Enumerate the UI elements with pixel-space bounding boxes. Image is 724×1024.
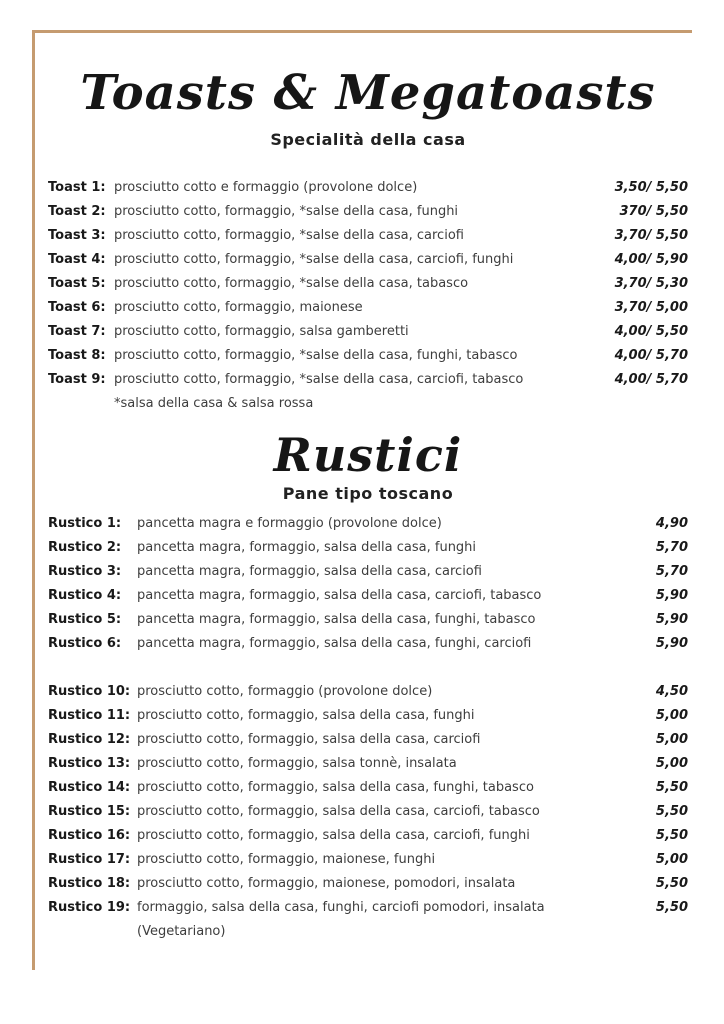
- item-description: prosciutto cotto, formaggio, salsa tonnè, insalata: [137, 756, 457, 771]
- item-price: 4,00/ 5,50: [614, 324, 688, 339]
- item-price: 5,90: [655, 588, 688, 603]
- menu-item-rustico-4: [48, 584, 688, 608]
- item-label: Toast 2:: [48, 204, 106, 219]
- menu-item-toast-1: [48, 176, 688, 200]
- item-label: Rustico 10:: [48, 684, 131, 699]
- item-price: 5,00: [655, 708, 688, 723]
- item-description: pancetta magra e formaggio (provolone dolce): [137, 516, 442, 531]
- item-label: Rustico 2:: [48, 540, 122, 555]
- item-description: prosciutto cotto, formaggio, salsa della casa, carciofi, funghi: [137, 828, 530, 843]
- item-description: pancetta magra, formaggio, salsa della casa, funghi, tabasco: [137, 612, 536, 627]
- item-price: 3,70/ 5,30: [614, 276, 688, 291]
- menu-item-rustico-13: [48, 752, 688, 776]
- menu-item-rustico-3: [48, 560, 688, 584]
- item-description: pancetta magra, formaggio, salsa della casa, carciofi: [137, 564, 482, 579]
- item-description: prosciutto cotto, formaggio, *salse della casa, tabasco: [114, 276, 469, 291]
- item-label: Rustico 12:: [48, 732, 131, 747]
- item-description: prosciutto cotto, formaggio, *salse della casa, carciofi: [114, 228, 464, 243]
- menu-item-toast-9: [48, 368, 688, 392]
- menu-item-toast-5: [48, 272, 688, 296]
- item-description: prosciutto cotto, formaggio, maionese: [114, 300, 363, 315]
- item-label: Toast 3:: [48, 228, 106, 243]
- item-description: prosciutto cotto, formaggio, salsa della casa, funghi, tabasco: [137, 780, 534, 795]
- item-label: Rustico 18:: [48, 876, 131, 891]
- item-price: 5,50: [655, 804, 688, 819]
- rustici-section-subtitle: Pane tipo toscano: [282, 484, 454, 503]
- menu-item-toast-6: [48, 296, 688, 320]
- item-description: prosciutto cotto, formaggio, salsa gamberetti: [114, 324, 409, 339]
- item-description: prosciutto cotto, formaggio (provolone dolce): [137, 684, 433, 699]
- item-price: 4,00/ 5,70: [614, 372, 688, 387]
- item-label: Rustico 19:: [48, 900, 131, 915]
- item-price: 5,00: [655, 732, 688, 747]
- item-label: Rustico 1:: [48, 516, 122, 531]
- item-label: Rustico 4:: [48, 588, 122, 603]
- item-label: Toast 1:: [48, 180, 106, 195]
- item-price: 4,00/ 5,90: [614, 252, 688, 267]
- item-description: prosciutto cotto, formaggio, salsa della casa, funghi: [137, 708, 475, 723]
- rustici-list-group1: [48, 512, 688, 656]
- item-label: Rustico 15:: [48, 804, 131, 819]
- menu-item-rustico-15: [48, 800, 688, 824]
- item-price: 5,00: [655, 756, 688, 771]
- item-description: prosciutto cotto, formaggio, maionese, pomodori, insalata: [137, 876, 516, 891]
- menu-page: [48, 56, 688, 944]
- menu-item-toast-7: [48, 320, 688, 344]
- menu-item-rustico-17: [48, 848, 688, 872]
- menu-item-rustico-19: [48, 896, 688, 920]
- item-label: Rustico 16:: [48, 828, 131, 843]
- menu-item-rustico-12: [48, 728, 688, 752]
- item-price: 5,50: [655, 900, 688, 915]
- rustici-list-group2: [48, 680, 688, 944]
- item-label: Rustico 14:: [48, 780, 131, 795]
- item-description: prosciutto cotto, formaggio, salsa della casa, carciofi: [137, 732, 481, 747]
- item-price: 4,90: [655, 516, 688, 531]
- item-price: 370/ 5,50: [619, 204, 688, 219]
- item-label: Toast 5:: [48, 276, 106, 291]
- item-label: Toast 9:: [48, 372, 106, 387]
- item-label: Toast 4:: [48, 252, 106, 267]
- item-price: 5,50: [655, 876, 688, 891]
- menu-item-rustico-5: [48, 608, 688, 632]
- menu-item-toast-8: [48, 344, 688, 368]
- menu-item-rustico-18: [48, 872, 688, 896]
- menu-item-rustico-16: [48, 824, 688, 848]
- menu-item-rustico-1: [48, 512, 688, 536]
- menu-item-toast-3: [48, 224, 688, 248]
- item-description: pancetta magra, formaggio, salsa della casa, funghi: [137, 540, 477, 555]
- group-gap: [48, 656, 688, 680]
- item-description: prosciutto cotto, formaggio, *salse della casa, carciofi, funghi: [114, 252, 514, 267]
- item-label: Toast 8:: [48, 348, 106, 363]
- toasts-section-title: Toasts & Megatoasts: [80, 65, 656, 121]
- item-label: Rustico 5:: [48, 612, 122, 627]
- item-price: 3,50/ 5,50: [614, 180, 688, 195]
- rustici-section-title: Rustici: [273, 428, 463, 482]
- vegetarian-note: (Vegetariano): [137, 924, 226, 939]
- menu-item-rustico-2: [48, 536, 688, 560]
- item-price: 3,70/ 5,00: [614, 300, 688, 315]
- item-description: prosciutto cotto, formaggio, *salse della casa, carciofi, tabasco: [114, 372, 524, 387]
- item-price: 5,90: [655, 636, 688, 651]
- item-price: 3,70/ 5,50: [614, 228, 688, 243]
- item-price: 5,50: [655, 780, 688, 795]
- item-description: prosciutto cotto e formaggio (provolone dolce): [114, 180, 418, 195]
- item-price: 4,00/ 5,70: [614, 348, 688, 363]
- item-price: 4,50: [655, 684, 688, 699]
- item-price: 5,70: [655, 564, 688, 579]
- menu-item-toast-4: [48, 248, 688, 272]
- item-description: prosciutto cotto, formaggio, *salse della casa, funghi: [114, 204, 459, 219]
- menu-item-rustico-10: [48, 680, 688, 704]
- item-description: pancetta magra, formaggio, salsa della casa, funghi, carciofi: [137, 636, 532, 651]
- toasts-list: [48, 176, 688, 392]
- item-label: Rustico 6:: [48, 636, 122, 651]
- item-label: Toast 6:: [48, 300, 106, 315]
- item-description: prosciutto cotto, formaggio, maionese, funghi: [137, 852, 436, 867]
- item-description: prosciutto cotto, formaggio, salsa della casa, carciofi, tabasco: [137, 804, 540, 819]
- item-description: pancetta magra, formaggio, salsa della casa, carciofi, tabasco: [137, 588, 542, 603]
- item-price: 5,90: [655, 612, 688, 627]
- item-label: Rustico 17:: [48, 852, 131, 867]
- item-price: 5,50: [655, 828, 688, 843]
- menu-item-toast-2: [48, 200, 688, 224]
- menu-item-rustico-11: [48, 704, 688, 728]
- item-description: formaggio, salsa della casa, funghi, carciofi pomodori, insalata: [137, 900, 545, 915]
- item-label: Rustico 3:: [48, 564, 122, 579]
- menu-item-rustico-6: [48, 632, 688, 656]
- item-label: Rustico 13:: [48, 756, 131, 771]
- item-price: 5,70: [655, 540, 688, 555]
- toasts-section-subtitle: Specialità della casa: [270, 130, 466, 149]
- item-description: prosciutto cotto, formaggio, *salse della casa, funghi, tabasco: [114, 348, 518, 363]
- menu-item-rustico-14: [48, 776, 688, 800]
- item-label: Rustico 11:: [48, 708, 131, 723]
- item-label: Toast 7:: [48, 324, 106, 339]
- toasts-footnote: *salsa della casa & salsa rossa: [114, 396, 314, 411]
- item-price: 5,00: [655, 852, 688, 867]
